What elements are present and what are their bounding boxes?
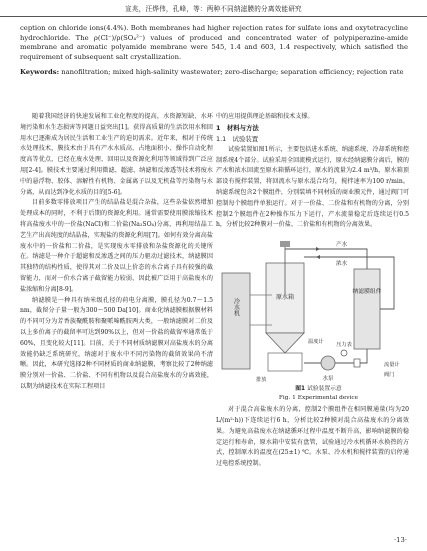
product-label: 产水 [336, 242, 348, 249]
header-text: 宣兆，汪烨伟，孔峰，等：两种不同纳滤膜的分离效能研究 [125, 5, 302, 13]
running-header [0, 0, 427, 17]
paragraph: 对于混合高盐废水的分离，控制2个膜组件在相同膜通量(均为20 L/(m²·h))下连续运行6 h，分析比较2种膜对混合高盐废水的分离效果。为避免高盐废水在纳滤循环过程中温度不断升高，影响纳滤膜的稳定运行和寿命，原水箱中安装有盘管，试验通过冷水机循环水换热的方式，控制原水的温度在(25±1) ℃。水泵、冷水机和搅拌装置的启停通过电控系统控制。 [216, 406, 409, 468]
paragraph: 纳滤膜是一种具有纳米级孔径的荷电分离膜，膜孔径为0.7～1.5 nm，截留分子量一般为300～500 Da[10]。商业化纳滤膜根据膜材料的不同可分为芳香族聚酰胺和聚哌嗪酰胺两大类，一般纳滤膜对二价及以上多价离子的截留率可达到90%以上，但对一价盐的截留率通常低于60%，且变化较大[11]。目前，关于不同材质纳滤膜对高盐废水的分离效能仍缺乏系统研究，纳滤对于废水中不同污染物的截留效果尚不清晰。因此，本研究选择2种不同材质的商业纳滤膜，考察比较了2种纳滤膜分别对一价盐、二价盐、不同有机物以及混合高盐废水的分离效能，以期为纳滤技术在实际工程项目 [20, 296, 213, 390]
caption-number: 图1 [295, 386, 306, 393]
pressure-gauge-icon [341, 350, 347, 356]
arrow-icon [316, 247, 320, 251]
caption-en: Experimental device [297, 394, 359, 401]
device-diagram [216, 235, 409, 385]
chiller-label: 冷水机 [232, 298, 240, 317]
right-column [216, 112, 409, 470]
pump-label: 水泵 [322, 376, 334, 383]
module-label: 纳滤膜组件 [352, 289, 382, 296]
flowmeter-icon [354, 359, 360, 367]
subsection-heading: 1.1 试验装置 [216, 134, 259, 143]
abstract-english: ception on chloride ions(4.4%). Both membranes had higher rejection rates for sulfate ions and oxytetracycline hydrochloride. The ρ(Cl⁻)/ρ(SO₄²⁻) values of produced and concentrated water of polypiperazine-amide membrane and aromatic polyamide membrane were 545, 1.4 and 603, 1.4 respectively, which satisfied the requirement of subsequent salt crystallization. [20, 24, 408, 61]
thermometer-label: 温度计 [308, 339, 324, 346]
membrane-module [354, 269, 380, 349]
pump-shape [321, 356, 335, 370]
keywords-label: Keywords: [20, 68, 60, 76]
left-column [20, 112, 213, 393]
tank-label: 原水箱 [275, 294, 295, 302]
page-number: ·13· [394, 536, 407, 544]
concentrate-label: 浓水 [336, 261, 348, 268]
paragraph: 中的应用提供理论基础和技术支撑。 [216, 113, 314, 120]
pressure-label: 压力表 [336, 342, 352, 349]
paragraph: 目前多数零排放项目产生的结晶盐是混合杂盐，这些杂盐依然增加处理成本的同时，不利于后期的资源化利用。通常需要使用膜浓缩技术将高盐废水中的一价盐(NaCl)和二价盐(Na₂SO₄)分离，再利用结晶工艺生产出高纯度的结晶盐，实现盐的资源化利用[7]。如何有效分离高盐废水中的一价盐和二价盐，是实现废水零排放和杂盐资源化的关键所在。纳滤是一种介于超滤和反渗透之间的压力驱动过滤技术，纳滤膜因其独特的结构性质，使得其对二价及以上价态的水合离子具有较强的截留能力，而对一价水合离子截留能力较弱，因此被广泛用于高盐废水的盐浓缩和分离[8-9]。 [20, 199, 213, 293]
tank-cone [266, 333, 304, 353]
valve-label: 阀门 [384, 372, 395, 379]
concentrate-pipe [304, 257, 394, 309]
figure-caption [216, 385, 409, 402]
flow-label: 流量计 [384, 362, 400, 369]
keywords [20, 68, 408, 78]
keywords-text: nanofiltration; mixed high-salinity wastewater; zero-discharge; separation efficiency; rejection rate [59, 68, 404, 76]
drain-label: 排放 [256, 377, 267, 384]
chiller-box [222, 273, 250, 369]
paragraph: 试验装置如图1所示，主要包括进水系统、纳滤系统、冷却系统和控制系统4个部分。试验采用全回流模式运行，原水经纳滤膜分离后，膜的产水和浓水回流至原水箱循环运行，原水的流量为2.4 m³/h，原水箱顶部设有搅拌装置，将回流水与原水混合均匀，搅拌速率为100 r/min。纳滤系统包含2个膜组件，分别装填不同材质的商业膜元件，通过阀门可控制每个膜组件单独运行。对于一价盐、二价盐和有机物的分离，分别控制2个膜组件在2种操作压力下运行，产水流量稳定后连续运行0.5 h，分析比较2种膜对一价盐、二价盐和有机物的分离效果。 [216, 145, 409, 229]
caption-en-number: Fig. 1 [278, 394, 296, 401]
experimental-device-figure [216, 235, 409, 403]
section-heading: 1 材料与方法 [216, 123, 259, 132]
arrow-icon [316, 255, 320, 259]
tank-stand [268, 353, 302, 371]
paragraph: 随着我国经济的快速发展和工业化程度的提高，水资源短缺、水环境污染和水生态损害等问题日益突出[1]。获得高质量的生活饮用水和回用水已逐渐成为居民生活和工业生产的迫切需求。近年来，相对于传统水处理技术，膜技术由于具有产水水质高、占地面积小、操作自动化程度高等优点，已经在废水处理、回用以及资源化利用等领域得到广泛应用[2-4]。膜技术主要通过利用微滤、超滤、纳滤和反渗透等技术将废水中的悬浮物、胶体、溶解性有机物、金属离子以及无机盐等污染物与水分离，从而达到净化水质的目的[5-6]。 [20, 113, 213, 196]
caption-cn: 试验装置示意 [306, 386, 342, 393]
stirrer-motor [280, 241, 290, 247]
